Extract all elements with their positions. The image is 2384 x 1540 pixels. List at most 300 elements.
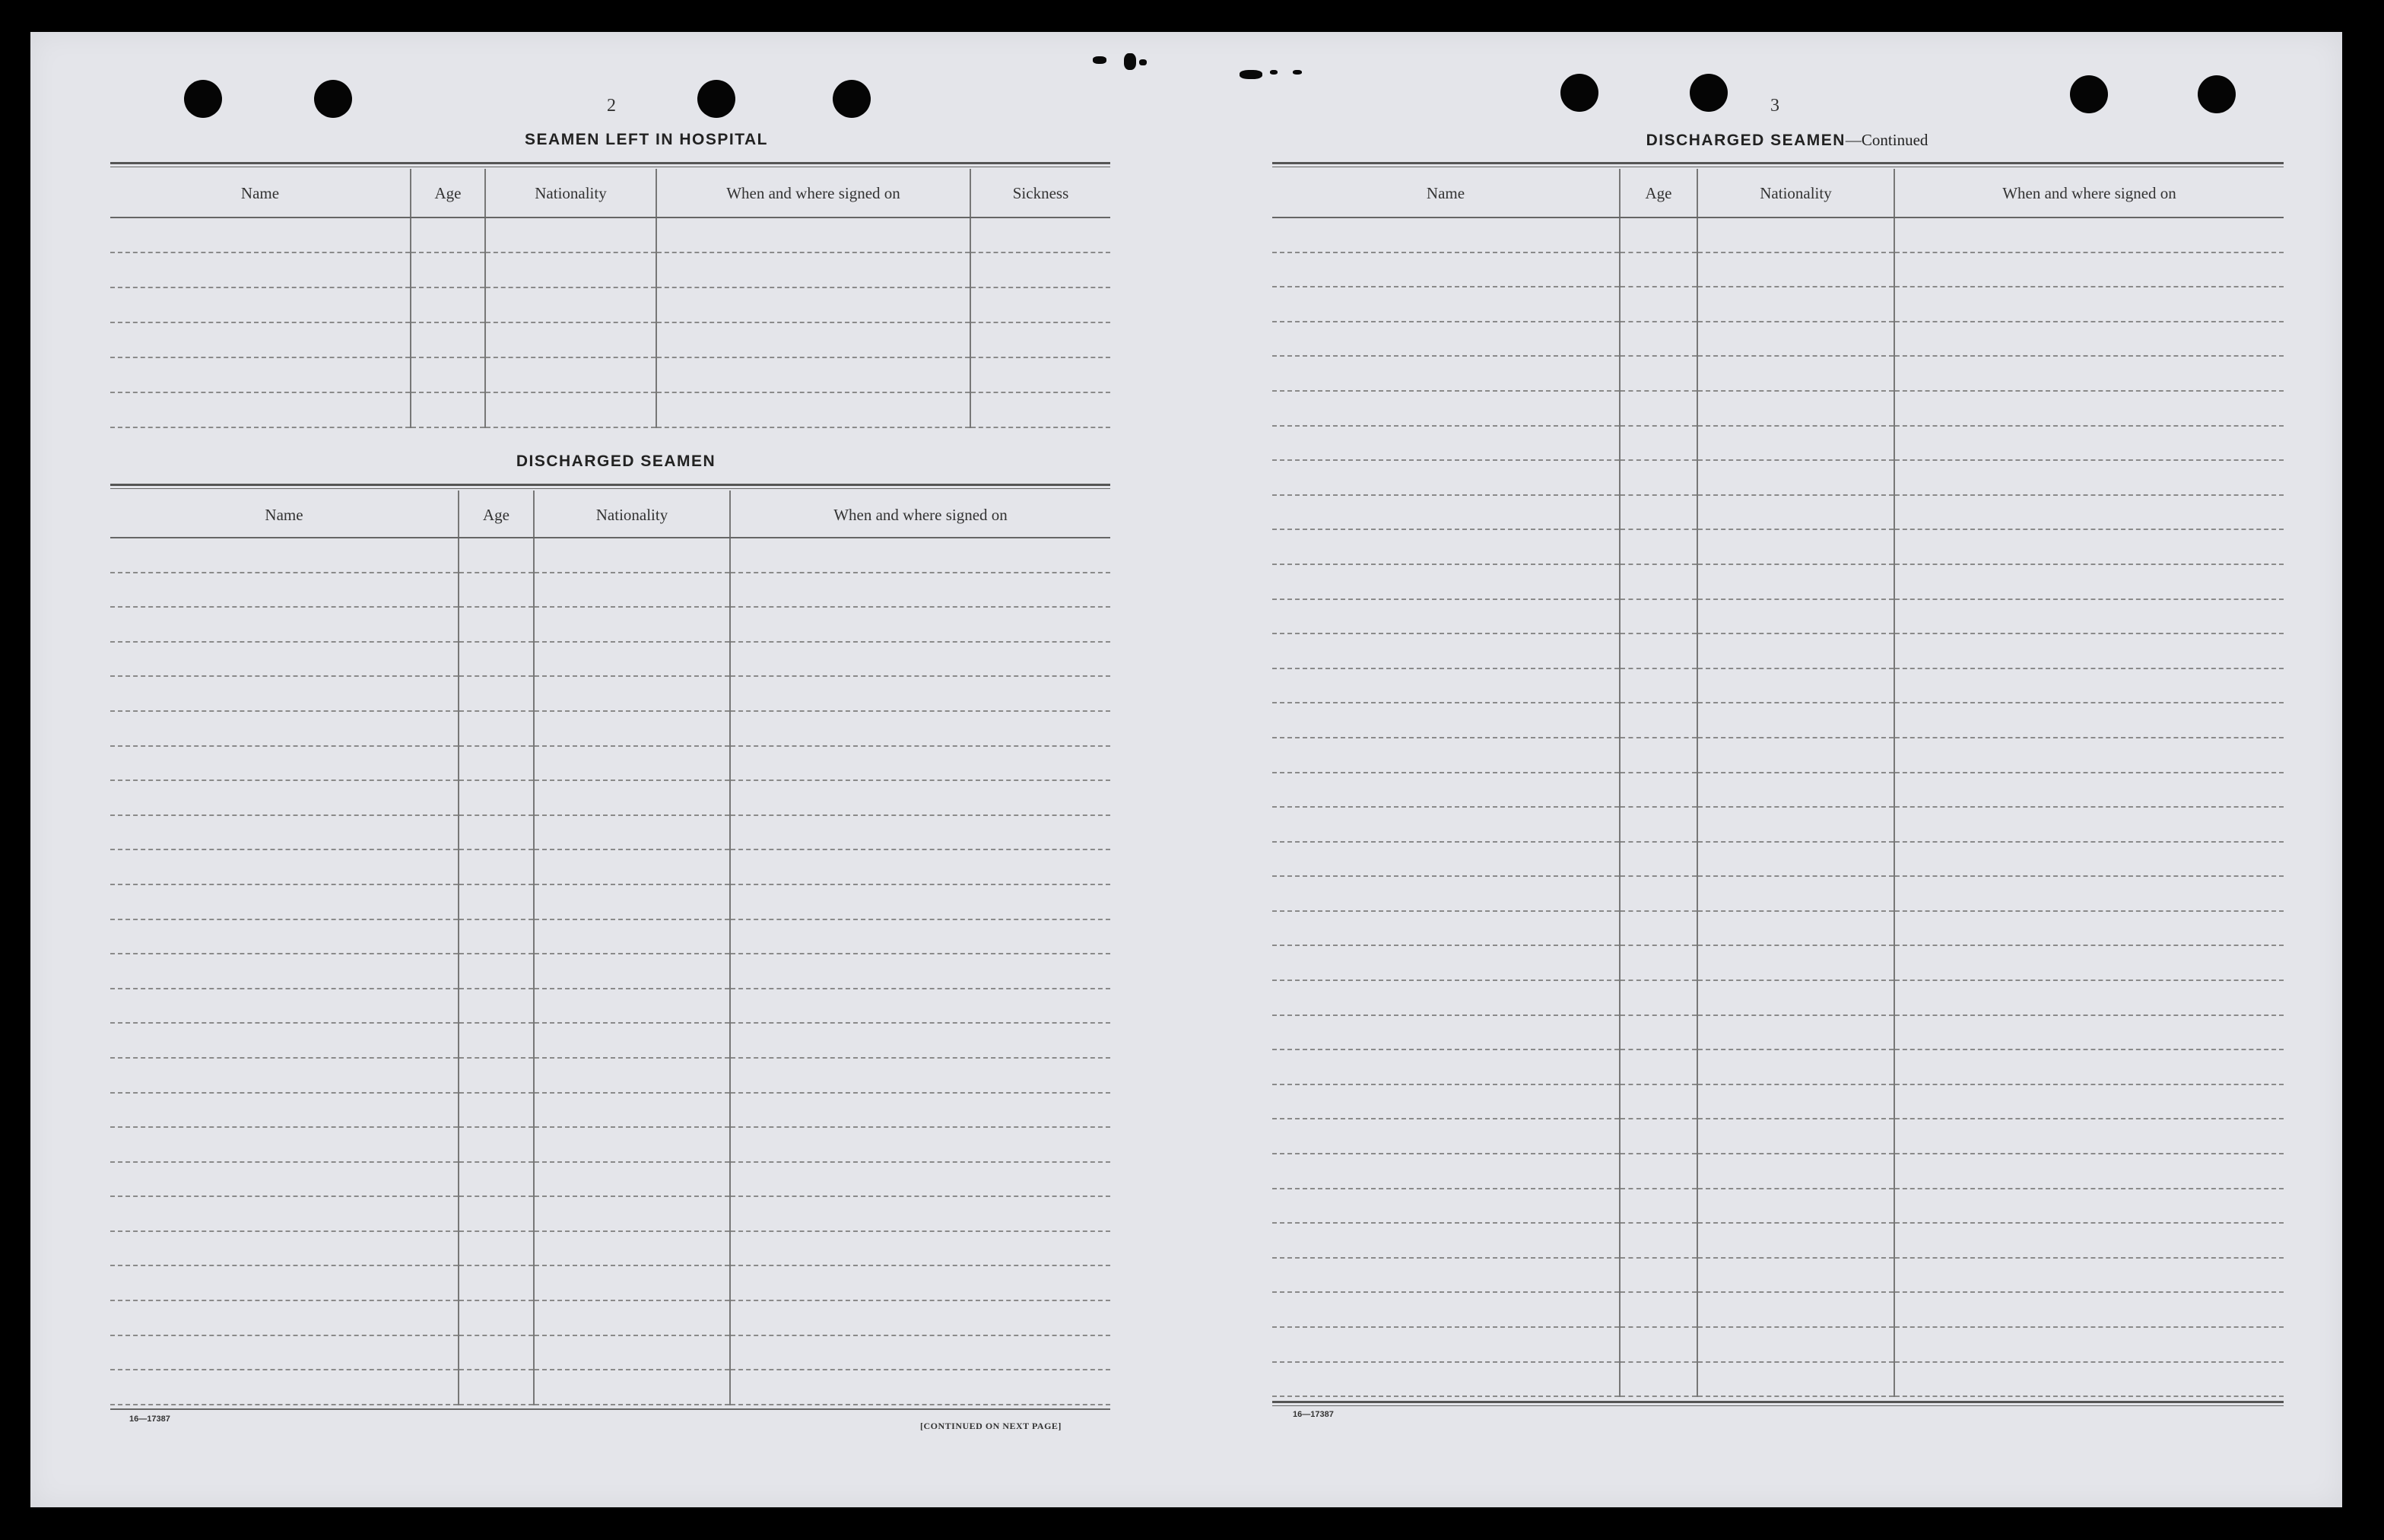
table-cell xyxy=(1620,703,1697,738)
table-cell xyxy=(459,815,534,850)
column-header-age: Age xyxy=(1620,169,1697,218)
table-cell xyxy=(1620,1015,1697,1050)
table-cell xyxy=(411,392,485,427)
table-row xyxy=(110,1231,1110,1266)
table-cell xyxy=(1697,980,1894,1015)
table-cell xyxy=(730,1196,1110,1231)
table-cell xyxy=(1620,945,1697,980)
table-cell xyxy=(1272,668,1620,703)
table-row xyxy=(110,1196,1110,1231)
column-header-nationality: Nationality xyxy=(1697,169,1894,218)
table-cell xyxy=(110,252,411,287)
table-cell xyxy=(1620,1362,1697,1397)
table-cell xyxy=(110,1335,459,1370)
header-rule xyxy=(110,484,1110,486)
paper-damage xyxy=(1293,70,1302,75)
table-cell xyxy=(1894,807,2284,842)
table-cell xyxy=(459,919,534,954)
table-cell xyxy=(1697,668,1894,703)
table-cell xyxy=(459,746,534,781)
table-cell xyxy=(110,1162,459,1197)
table-cell xyxy=(1272,945,1620,980)
table-cell xyxy=(459,884,534,919)
continued-note: [CONTINUED ON NEXT PAGE] xyxy=(920,1421,1062,1431)
column-header-signed-on: When and where signed on xyxy=(730,491,1110,538)
table-cell xyxy=(1894,529,2284,564)
table-row xyxy=(110,252,1110,287)
table-cell xyxy=(1697,633,1894,668)
table-row xyxy=(110,1093,1110,1128)
table-cell xyxy=(1894,842,2284,877)
table-cell xyxy=(1894,703,2284,738)
table-cell xyxy=(110,1196,459,1231)
table-cell xyxy=(1697,391,1894,426)
table-row xyxy=(110,392,1110,427)
continued-suffix: —Continued xyxy=(1845,131,1928,149)
table-cell xyxy=(970,392,1110,427)
punch-hole xyxy=(697,80,735,118)
table-row xyxy=(1272,356,2284,391)
table-cell xyxy=(110,711,459,746)
table-cell xyxy=(1272,599,1620,634)
column-header-name: Name xyxy=(110,491,459,538)
table-cell xyxy=(1272,1015,1620,1050)
table-cell xyxy=(1620,529,1697,564)
table-cell xyxy=(1894,1362,2284,1397)
table-cell xyxy=(1894,1154,2284,1189)
table-cell xyxy=(485,252,656,287)
table-cell xyxy=(534,1265,730,1300)
table-row xyxy=(1272,980,2284,1015)
table-cell xyxy=(110,392,411,427)
table-cell xyxy=(110,1265,459,1300)
table-row xyxy=(1272,738,2284,773)
table-cell xyxy=(970,218,1110,252)
table-cell xyxy=(730,573,1110,608)
table-row xyxy=(1272,218,2284,252)
scanned-ledger-spread xyxy=(30,32,2342,1507)
table-cell xyxy=(1272,252,1620,287)
table-cell xyxy=(1620,1292,1697,1327)
table-cell xyxy=(534,1093,730,1128)
table-cell xyxy=(1697,1292,1894,1327)
table-cell xyxy=(1697,1154,1894,1189)
table-cell xyxy=(1620,668,1697,703)
table-cell xyxy=(730,1093,1110,1128)
table-row xyxy=(110,642,1110,677)
hospital-table-body xyxy=(110,218,1110,427)
table-cell xyxy=(1894,1189,2284,1224)
table-cell xyxy=(1697,773,1894,808)
table-cell xyxy=(459,676,534,711)
table-cell xyxy=(1620,460,1697,495)
table-cell xyxy=(1697,252,1894,287)
table-cell xyxy=(459,607,534,642)
punch-hole xyxy=(2198,75,2236,113)
table-row xyxy=(1272,1327,2284,1362)
table-cell xyxy=(534,1300,730,1335)
table-cell xyxy=(1697,703,1894,738)
table-cell xyxy=(1697,1119,1894,1154)
table-row xyxy=(110,538,1110,573)
table-cell xyxy=(1697,218,1894,252)
table-row xyxy=(110,322,1110,357)
table-cell xyxy=(110,849,459,884)
table-cell xyxy=(1272,322,1620,357)
table-cell xyxy=(411,357,485,392)
table-row xyxy=(110,218,1110,252)
table-cell xyxy=(1620,599,1697,634)
table-cell xyxy=(656,392,970,427)
table-cell xyxy=(534,1370,730,1405)
table-cell xyxy=(730,989,1110,1024)
table-cell xyxy=(1894,1258,2284,1293)
table-cell xyxy=(1272,1292,1620,1327)
table-cell xyxy=(1272,391,1620,426)
table-cell xyxy=(1697,495,1894,530)
table-cell xyxy=(110,884,459,919)
table-cell xyxy=(1697,287,1894,322)
table-cell xyxy=(110,780,459,815)
table-cell xyxy=(1894,1015,2284,1050)
footer-rule xyxy=(1272,1405,2284,1406)
table-cell xyxy=(1620,1258,1697,1293)
table-cell xyxy=(1894,945,2284,980)
table-cell xyxy=(459,780,534,815)
table-cell xyxy=(970,252,1110,287)
table-row xyxy=(1272,1015,2284,1050)
table-cell xyxy=(1894,460,2284,495)
table-cell xyxy=(1620,1119,1697,1154)
table-cell xyxy=(411,218,485,252)
table-row xyxy=(1272,1189,2284,1224)
table-row xyxy=(110,815,1110,850)
table-cell xyxy=(459,989,534,1024)
table-cell xyxy=(1697,1223,1894,1258)
table-cell xyxy=(1894,738,2284,773)
table-cell xyxy=(1697,599,1894,634)
table-row xyxy=(1272,495,2284,530)
table-cell xyxy=(1894,633,2284,668)
table-cell xyxy=(110,1058,459,1093)
table-cell xyxy=(1272,1223,1620,1258)
table-cell xyxy=(970,287,1110,322)
table-row xyxy=(110,919,1110,954)
table-cell xyxy=(1620,1049,1697,1084)
table-cell xyxy=(1697,1362,1894,1397)
table-cell xyxy=(730,1058,1110,1093)
table-cell xyxy=(1894,426,2284,461)
table-cell xyxy=(534,676,730,711)
table-cell xyxy=(534,1127,730,1162)
table-cell xyxy=(485,218,656,252)
table-cell xyxy=(110,218,411,252)
table-cell xyxy=(534,989,730,1024)
table-cell xyxy=(110,746,459,781)
punch-hole xyxy=(1690,74,1728,112)
table-cell xyxy=(1272,460,1620,495)
table-cell xyxy=(110,954,459,989)
table-cell xyxy=(1272,980,1620,1015)
header-rule xyxy=(110,488,1110,489)
table-cell xyxy=(730,746,1110,781)
table-cell xyxy=(1697,738,1894,773)
table-cell xyxy=(730,954,1110,989)
table-cell xyxy=(110,815,459,850)
table-row xyxy=(1272,1154,2284,1189)
table-cell xyxy=(459,1127,534,1162)
hospital-title-text: SEAMEN LEFT IN HOSPITAL xyxy=(525,131,768,148)
discharged-table-body xyxy=(110,538,1110,1405)
table-cell xyxy=(1697,1327,1894,1362)
table-row xyxy=(1272,529,2284,564)
table-cell xyxy=(110,676,459,711)
table-cell xyxy=(1620,1327,1697,1362)
table-row xyxy=(110,1300,1110,1335)
table-cell xyxy=(730,849,1110,884)
table-cell xyxy=(1272,1049,1620,1084)
table-cell xyxy=(411,322,485,357)
table-cell xyxy=(459,1093,534,1128)
table-cell xyxy=(1697,1258,1894,1293)
table-row xyxy=(1272,287,2284,322)
table-row xyxy=(1272,460,2284,495)
column-header-name: Name xyxy=(110,169,411,218)
table-cell xyxy=(485,287,656,322)
table-cell xyxy=(1894,1292,2284,1327)
table-cell xyxy=(1697,1084,1894,1119)
table-cell xyxy=(534,780,730,815)
table-cell xyxy=(730,884,1110,919)
discharged-table-left xyxy=(110,491,1110,1405)
table-row xyxy=(110,746,1110,781)
table-cell xyxy=(110,1231,459,1266)
paper-damage xyxy=(1270,70,1278,75)
table-cell xyxy=(459,538,534,573)
table-cell xyxy=(730,1335,1110,1370)
table-cell xyxy=(1620,807,1697,842)
table-cell xyxy=(730,1300,1110,1335)
table-cell xyxy=(1894,322,2284,357)
table-cell xyxy=(1620,495,1697,530)
table-row xyxy=(1272,1049,2284,1084)
table-cell xyxy=(656,357,970,392)
table-cell xyxy=(534,815,730,850)
table-cell xyxy=(534,538,730,573)
table-cell xyxy=(1620,633,1697,668)
table-cell xyxy=(110,1370,459,1405)
table-cell xyxy=(459,1023,534,1058)
table-cell xyxy=(534,884,730,919)
table-cell xyxy=(1272,876,1620,911)
table-cell xyxy=(1894,391,2284,426)
table-cell xyxy=(730,1231,1110,1266)
table-cell xyxy=(1272,426,1620,461)
table-row xyxy=(1272,599,2284,634)
page-number: 3 xyxy=(1770,96,1779,116)
table-cell xyxy=(110,919,459,954)
table-cell xyxy=(534,849,730,884)
table-cell xyxy=(411,252,485,287)
table-cell xyxy=(656,287,970,322)
discharged-table-body xyxy=(1272,218,2284,1396)
table-row xyxy=(110,780,1110,815)
table-cell xyxy=(110,989,459,1024)
table-cell xyxy=(1894,252,2284,287)
table-cell xyxy=(110,1023,459,1058)
table-row xyxy=(1272,1258,2284,1293)
table-row xyxy=(110,1023,1110,1058)
table-cell xyxy=(1620,911,1697,946)
form-code: 16—17387 xyxy=(129,1415,170,1424)
table-cell xyxy=(110,1127,459,1162)
table-cell xyxy=(1697,322,1894,357)
table-row xyxy=(1272,1084,2284,1119)
table-cell xyxy=(459,1370,534,1405)
discharged-continued-title xyxy=(1597,131,1977,150)
table-cell xyxy=(110,287,411,322)
discharged-title-text: DISCHARGED SEAMEN xyxy=(516,452,716,470)
table-row xyxy=(1272,668,2284,703)
punch-hole xyxy=(2070,75,2108,113)
table-cell xyxy=(1272,218,1620,252)
table-row xyxy=(110,849,1110,884)
table-cell xyxy=(730,1023,1110,1058)
table-cell xyxy=(730,780,1110,815)
table-cell xyxy=(1272,1154,1620,1189)
column-header-sickness: Sickness xyxy=(970,169,1110,218)
table-cell xyxy=(534,746,730,781)
column-header-age: Age xyxy=(411,169,485,218)
table-cell xyxy=(1272,1084,1620,1119)
table-cell xyxy=(730,1127,1110,1162)
column-header-signed-on: When and where signed on xyxy=(656,169,970,218)
table-row xyxy=(1272,391,2284,426)
table-cell xyxy=(730,676,1110,711)
table-cell xyxy=(534,1023,730,1058)
table-row xyxy=(110,287,1110,322)
table-cell xyxy=(1697,807,1894,842)
table-cell xyxy=(1894,876,2284,911)
paper-damage xyxy=(1139,59,1147,65)
table-cell xyxy=(1697,426,1894,461)
column-header-nationality: Nationality xyxy=(485,169,656,218)
table-row xyxy=(110,357,1110,392)
table-cell xyxy=(411,287,485,322)
table-cell xyxy=(1697,564,1894,599)
table-cell xyxy=(459,1058,534,1093)
table-cell xyxy=(459,1335,534,1370)
table-cell xyxy=(656,252,970,287)
table-row xyxy=(110,676,1110,711)
table-cell xyxy=(459,954,534,989)
table-cell xyxy=(110,1093,459,1128)
table-cell xyxy=(1697,945,1894,980)
hospital-section-title xyxy=(487,131,806,149)
table-cell xyxy=(534,954,730,989)
table-cell xyxy=(1894,911,2284,946)
header-rule xyxy=(1272,162,2284,164)
table-cell xyxy=(1894,1327,2284,1362)
table-row xyxy=(1272,564,2284,599)
table-row xyxy=(110,607,1110,642)
table-cell xyxy=(1894,287,2284,322)
table-cell xyxy=(970,322,1110,357)
table-cell xyxy=(459,642,534,677)
table-row xyxy=(1272,1292,2284,1327)
table-cell xyxy=(1620,252,1697,287)
table-cell xyxy=(730,538,1110,573)
table-cell xyxy=(1620,842,1697,877)
header-rule xyxy=(110,162,1110,164)
table-cell xyxy=(1894,773,2284,808)
table-row xyxy=(110,884,1110,919)
table-cell xyxy=(656,322,970,357)
table-row xyxy=(110,573,1110,608)
table-cell xyxy=(459,849,534,884)
footer-rule xyxy=(1272,1401,2284,1403)
table-cell xyxy=(110,573,459,608)
table-cell xyxy=(1697,876,1894,911)
table-row xyxy=(110,954,1110,989)
table-cell xyxy=(1894,1084,2284,1119)
table-row xyxy=(1272,945,2284,980)
table-cell xyxy=(730,1162,1110,1197)
table-row xyxy=(110,1127,1110,1162)
table-cell xyxy=(1697,1015,1894,1050)
table-cell xyxy=(459,711,534,746)
table-cell xyxy=(534,1231,730,1266)
table-cell xyxy=(1620,773,1697,808)
table-row xyxy=(1272,842,2284,877)
table-cell xyxy=(1894,356,2284,391)
table-cell xyxy=(485,322,656,357)
table-cell xyxy=(459,573,534,608)
table-cell xyxy=(1620,391,1697,426)
table-cell xyxy=(534,1196,730,1231)
table-cell xyxy=(1272,911,1620,946)
table-row xyxy=(1272,703,2284,738)
table-cell xyxy=(1697,1189,1894,1224)
table-cell xyxy=(1894,1119,2284,1154)
form-code: 16—17387 xyxy=(1293,1410,1334,1419)
table-cell xyxy=(1894,1049,2284,1084)
table-cell xyxy=(459,1196,534,1231)
table-cell xyxy=(1894,564,2284,599)
table-cell xyxy=(459,1231,534,1266)
table-cell xyxy=(1272,773,1620,808)
table-cell xyxy=(534,711,730,746)
table-row xyxy=(110,989,1110,1024)
table-cell xyxy=(1272,287,1620,322)
table-cell xyxy=(485,392,656,427)
table-row xyxy=(110,711,1110,746)
table-cell xyxy=(1620,356,1697,391)
table-cell xyxy=(110,607,459,642)
table-cell xyxy=(730,1265,1110,1300)
table-cell xyxy=(1620,1154,1697,1189)
table-cell xyxy=(1620,738,1697,773)
table-cell xyxy=(485,357,656,392)
paper-damage xyxy=(1240,70,1262,79)
column-header-age: Age xyxy=(459,491,534,538)
table-row xyxy=(1272,773,2284,808)
table-row xyxy=(1272,1362,2284,1397)
table-cell xyxy=(1697,529,1894,564)
table-cell xyxy=(1620,287,1697,322)
table-cell xyxy=(459,1162,534,1197)
table-cell xyxy=(1620,1189,1697,1224)
